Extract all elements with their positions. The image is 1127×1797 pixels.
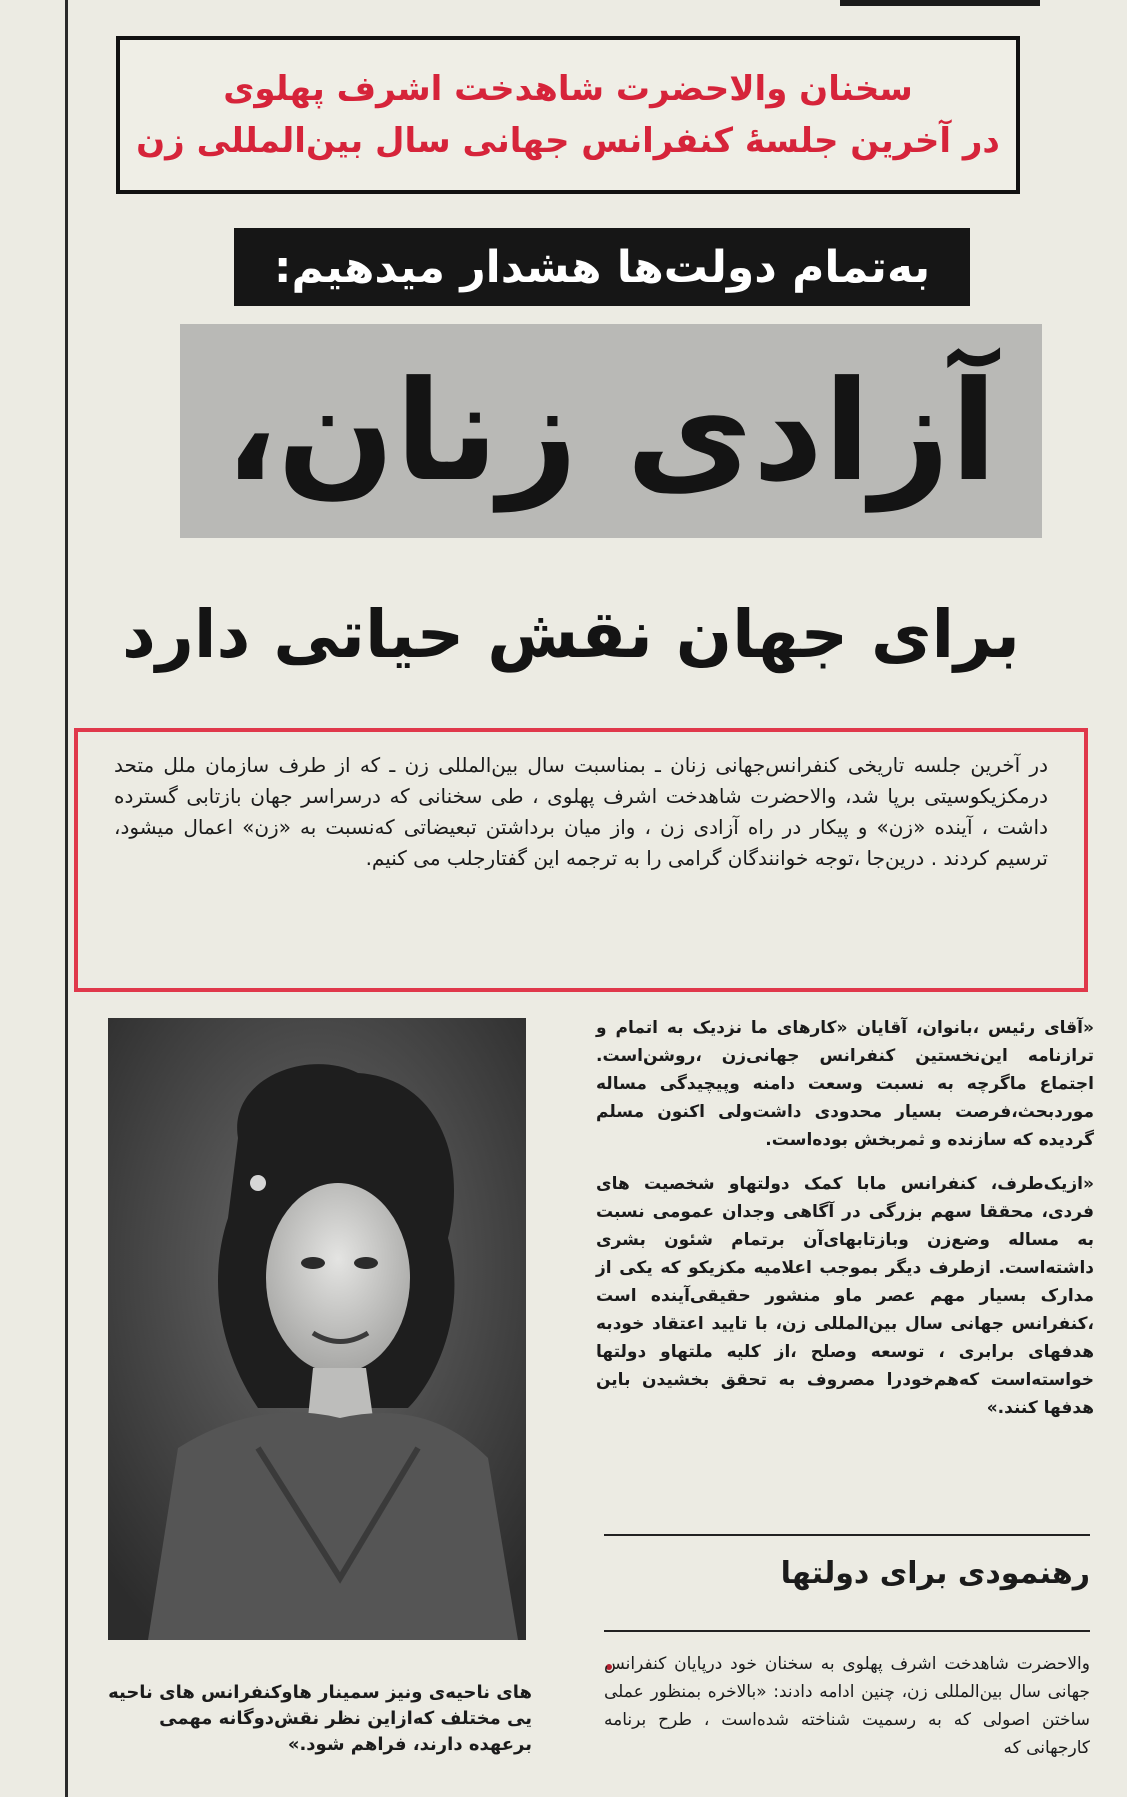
article-paragraph: «ازیک‌طرف، کنفرانس مابا کمک دولتهاو شخصیت های فردی، محققا سهم بزرگی در آگاهی وجدان عمومی نسبت به مساله وضع‌زن وبازتابهای‌آن برتمام شئون بشری داشته‌است. ازطرف دیگر بموجب اعلامیه مکزیکو که یکی از مدارک بسیار مهم عصر ماو منشور حقیقی‌آینده است ،کنفرانس جهانی سال بین‌المللی زن، با تایید اعتقاد خودبه هدفهای برابری ، توسعه وصلح ،از کلیه ملتهاو دولتها خواسته‌است که‌هم‌خودرا مصروف به تحقق بخشیدن باین هدفها کنند.»	[596, 1174, 1094, 1418]
article-paragraph: «آقای رئیس ،بانوان، آقایان «کارهای ما نزدیک به اتمام و ترازنامه این‌نخستین کنفرانس جهانی‌زن ،روشن‌است. اجتماع ماگرچه به نسبت وسعت دامنه وپیچیدگی مساله موردبحث،فرصت بسیار محدودی داشت‌ولی اکنون مسلم گردیده که سازنده و ثمربخش بوده‌است.	[596, 1018, 1094, 1150]
section-heading: رهنمودی برای دولتها	[780, 1556, 1090, 1591]
sub-headline: برای جهان نقش حیاتی دارد	[122, 596, 1020, 673]
portrait-illustration	[108, 1018, 526, 1640]
column-rule-left	[65, 0, 68, 1797]
section-divider	[604, 1630, 1090, 1632]
headline-line-1: سخنان والاحضرت شاهدخت اشرف پهلوی	[223, 69, 913, 109]
article-column-right-2: والاحضرت شاهدخت اشرف پهلوی به سخنان خود درپایان کنفرانس جهانی سال بین‌المللی زن، چنین ادامه دادند: «بالاخره بمنظور عملی ساختن اصولی که به رسمیت شناخته شده‌است ، طرح برنامه کارجهانی که	[604, 1654, 1090, 1758]
top-edge-mark	[840, 0, 1040, 6]
main-headline: آزادی زنان،	[180, 324, 1042, 538]
kicker-banner: به‌تمام دولت‌ها هشدار میدهیم:	[234, 228, 970, 306]
photo-caption: های ناحیه‌ی ونیز سمینار هاوکنفرانس های ناحیه‌ یی مختلف که‌ازاین نظر نقش‌دوگانه مهمی برعهده دارند، فراهم شود.»	[108, 1682, 532, 1755]
headline-line-2: در آخرین جلسهٔ کنفرانس جهانی سال بین‌المللی زن	[136, 121, 1000, 161]
headline-box	[116, 36, 1020, 194]
intro-paragraph: در آخرین جلسه تاریخی کنفرانس‌جهانی زنان ـ بمناسبت سال بین‌المللی زن ـ که از طرف سازمان ملل متحد درمکزیکوسیتی برپا شد، والاحضرت شاهدخت اشرف پهلوی ، طی سخنانی که درسراسر جهان بازتابی گسترده داشت ، آینده «زن» و پیکار در راه آزادی زن ، واز میان برداشتن تبعیضاتی که‌نسبت به «زن» اعمال میشود، ترسیم کردند . درین‌جا ،توجه خوانندگان گرامی را به ترجمه این گفتارجلب می کنیم.	[74, 728, 1088, 992]
section-divider	[604, 1534, 1090, 1536]
portrait-photo	[108, 1018, 526, 1640]
article-column-right	[596, 1014, 1094, 1438]
